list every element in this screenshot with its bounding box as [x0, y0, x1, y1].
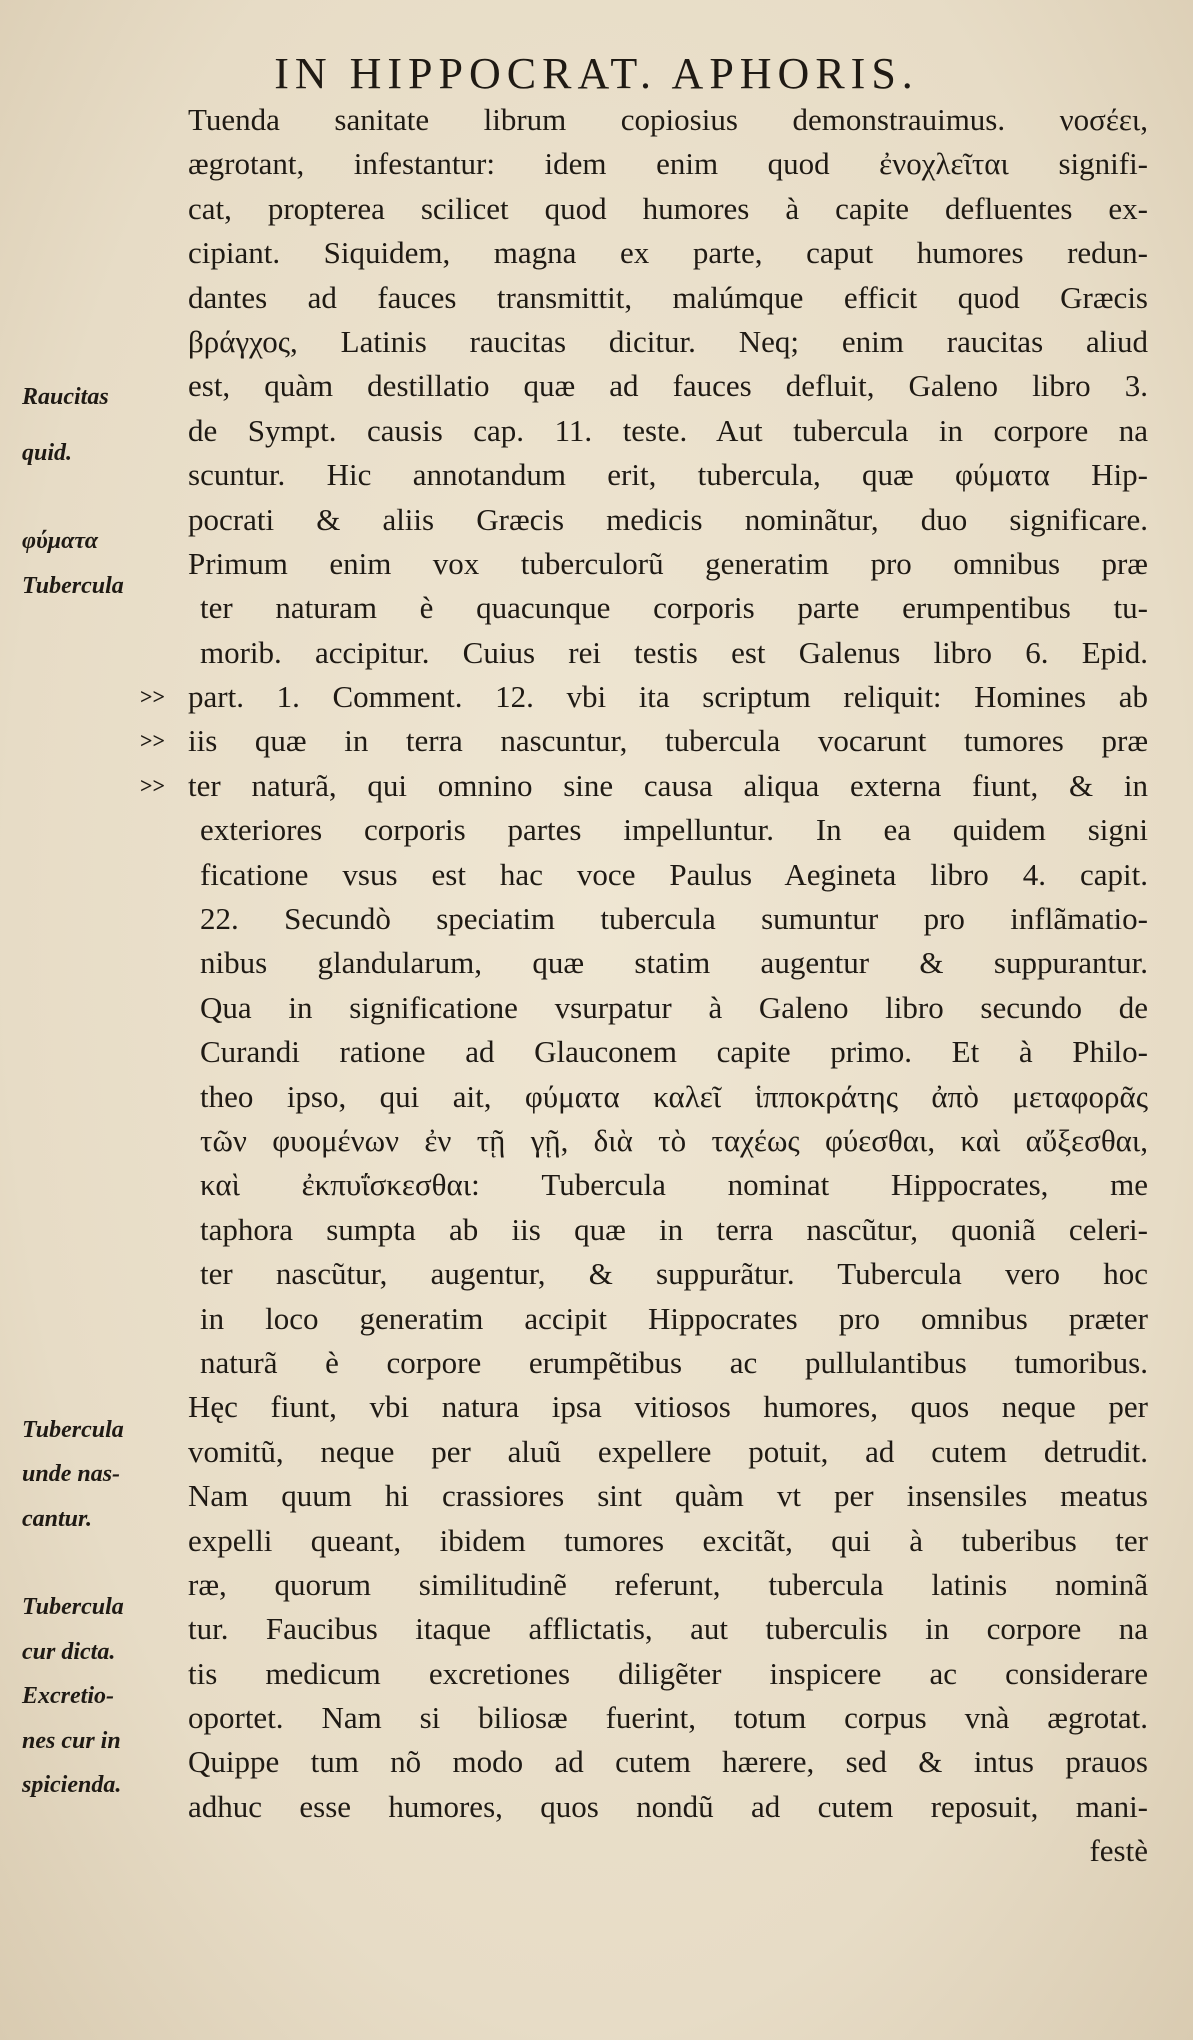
text-line: de Sympt. causis cap. 11. teste. Aut tubercula in corpore na	[188, 412, 1148, 448]
text-line: ægrotant, infestantur: idem enim quod ἐνοχλεῖται signifi-	[188, 146, 1148, 182]
text-line: τῶν φυομένων ἐν τῇ γῇ, διὰ τὸ ταχέως φύεσθαι, καὶ αὔξεσθαι,	[200, 1122, 1148, 1158]
text-line: cipiant. Siquidem, magna ex parte, caput humores redun-	[188, 235, 1148, 271]
text-line: καὶ ἐκπυΐσκεσθαι: Tubercula nominat Hippocrates, me	[200, 1167, 1148, 1203]
margin-note: φύματα	[22, 528, 99, 554]
margin-note: Raucitas	[22, 384, 109, 410]
text-line: ter nascũtur, augentur, & suppurãtur. Tubercula vero hoc	[200, 1256, 1148, 1292]
quotation-mark: >>	[140, 684, 166, 709]
text-line: βράγχος, Latinis raucitas dicitur. Neq; enim raucitas aliud	[188, 323, 1148, 359]
margin-note: Tubercula	[22, 573, 124, 599]
margin-note: cantur.	[22, 1506, 93, 1532]
text-line: expelli queant, ibidem tumores excitãt, qui à tuberibus ter	[188, 1522, 1148, 1558]
text-line: ræ, quorum similitudinẽ referunt, tubercula latinis nominã	[188, 1566, 1148, 1602]
text-line: pocrati & aliis Græcis medicis nominãtur, duo significare.	[188, 501, 1148, 537]
text-line: in loco generatim accipit Hippocrates pro omnibus præter	[200, 1300, 1148, 1336]
text-line: part. 1. Comment. 12. vbi ita scriptum reliquit: Homines ab	[188, 679, 1148, 715]
catchword: festè	[1089, 1833, 1148, 1869]
margin-note: unde nas-	[22, 1461, 121, 1487]
main-text-block	[188, 98, 1148, 1874]
margin-note: Tubercula	[22, 1594, 124, 1620]
margin-note: spicienda.	[22, 1772, 122, 1798]
margin-note: quid.	[22, 440, 73, 466]
text-line: 22. Secundò speciatim tubercula sumuntur pro inflãmatio-	[200, 901, 1148, 937]
text-line: Qua in significatione vsurpatur à Galeno libro secundo de	[200, 989, 1148, 1025]
text-line: scuntur. Hic annotandum erit, tubercula, quæ φύματα Hip-	[188, 457, 1148, 493]
text-line: tur. Faucibus itaque afflictatis, aut tuberculis in corpore na	[188, 1611, 1148, 1647]
margin-note: cur dicta.	[22, 1639, 116, 1665]
text-line: iis quæ in terra nascuntur, tubercula vocarunt tumores præ	[188, 723, 1148, 759]
text-line: ter naturã, qui omnino sine causa aliqua externa fiunt, & in	[188, 767, 1148, 803]
text-line: Primum enim vox tuberculorũ generatim pro omnibus præ	[188, 545, 1148, 581]
text-line: naturã è corpore erumpẽtibus ac pullulantibus tumoribus.	[200, 1344, 1148, 1380]
text-line: ficatione vsus est hac voce Paulus Aegineta libro 4. capit.	[200, 856, 1148, 892]
running-header: IN HIPPOCRAT. APHORIS.	[274, 49, 919, 98]
text-line: adhuc esse humores, quos nondũ ad cutem reposuit, mani-	[188, 1788, 1148, 1824]
text-line: ter naturam è quacunque corporis parte erumpentibus tu-	[200, 590, 1148, 626]
margin-note: nes cur in	[22, 1728, 121, 1754]
margin-note: Excretio-	[22, 1683, 114, 1709]
text-line: theo ipso, qui ait, φύματα καλεῖ ἱπποκράτης ἀπὸ μεταφορᾶς	[200, 1078, 1148, 1114]
text-line: exteriores corporis partes impelluntur. In ea quidem signi	[200, 812, 1148, 848]
text-line: cat, propterea scilicet quod humores à capite defluentes ex-	[188, 190, 1148, 226]
text-line: Curandi ratione ad Glauconem capite primo. Et à Philo-	[200, 1034, 1148, 1070]
text-line: morib. accipitur. Cuius rei testis est Galenus libro 6. Epid.	[200, 634, 1148, 670]
text-line: vomitũ, neque per aluũ expellere potuit, ad cutem detrudit.	[188, 1433, 1148, 1469]
text-line: oportet. Nam si biliosæ fuerint, totum corpus vnà ægrotat.	[188, 1700, 1148, 1736]
margin-note: Tubercula	[22, 1417, 124, 1443]
text-line: nibus glandularum, quæ statim augentur & suppurantur.	[200, 945, 1148, 981]
text-line: Quippe tum nõ modo ad cutem hærere, sed & intus prauos	[188, 1744, 1148, 1780]
text-line: est, quàm destillatio quæ ad fauces defluit, Galeno libro 3.	[188, 368, 1148, 404]
text-line: tis medicum excretiones diligẽter inspicere ac considerare	[188, 1655, 1148, 1691]
text-line: Hęc fiunt, vbi natura ipsa vitiosos humores, quos neque per	[188, 1389, 1148, 1425]
text-line: taphora sumpta ab iis quæ in terra nascũtur, quoniã celeri-	[200, 1211, 1148, 1247]
quotation-mark: >>	[140, 773, 166, 798]
text-line: dantes ad fauces transmittit, malúmque efficit quod Græcis	[188, 279, 1148, 315]
text-line: Tuenda sanitate librum copiosius demonstrauimus. νοσέει,	[188, 102, 1148, 137]
text-line: Nam quum hi crassiores sint quàm vt per insensiles meatus	[188, 1478, 1148, 1514]
quotation-mark: >>	[140, 728, 166, 753]
